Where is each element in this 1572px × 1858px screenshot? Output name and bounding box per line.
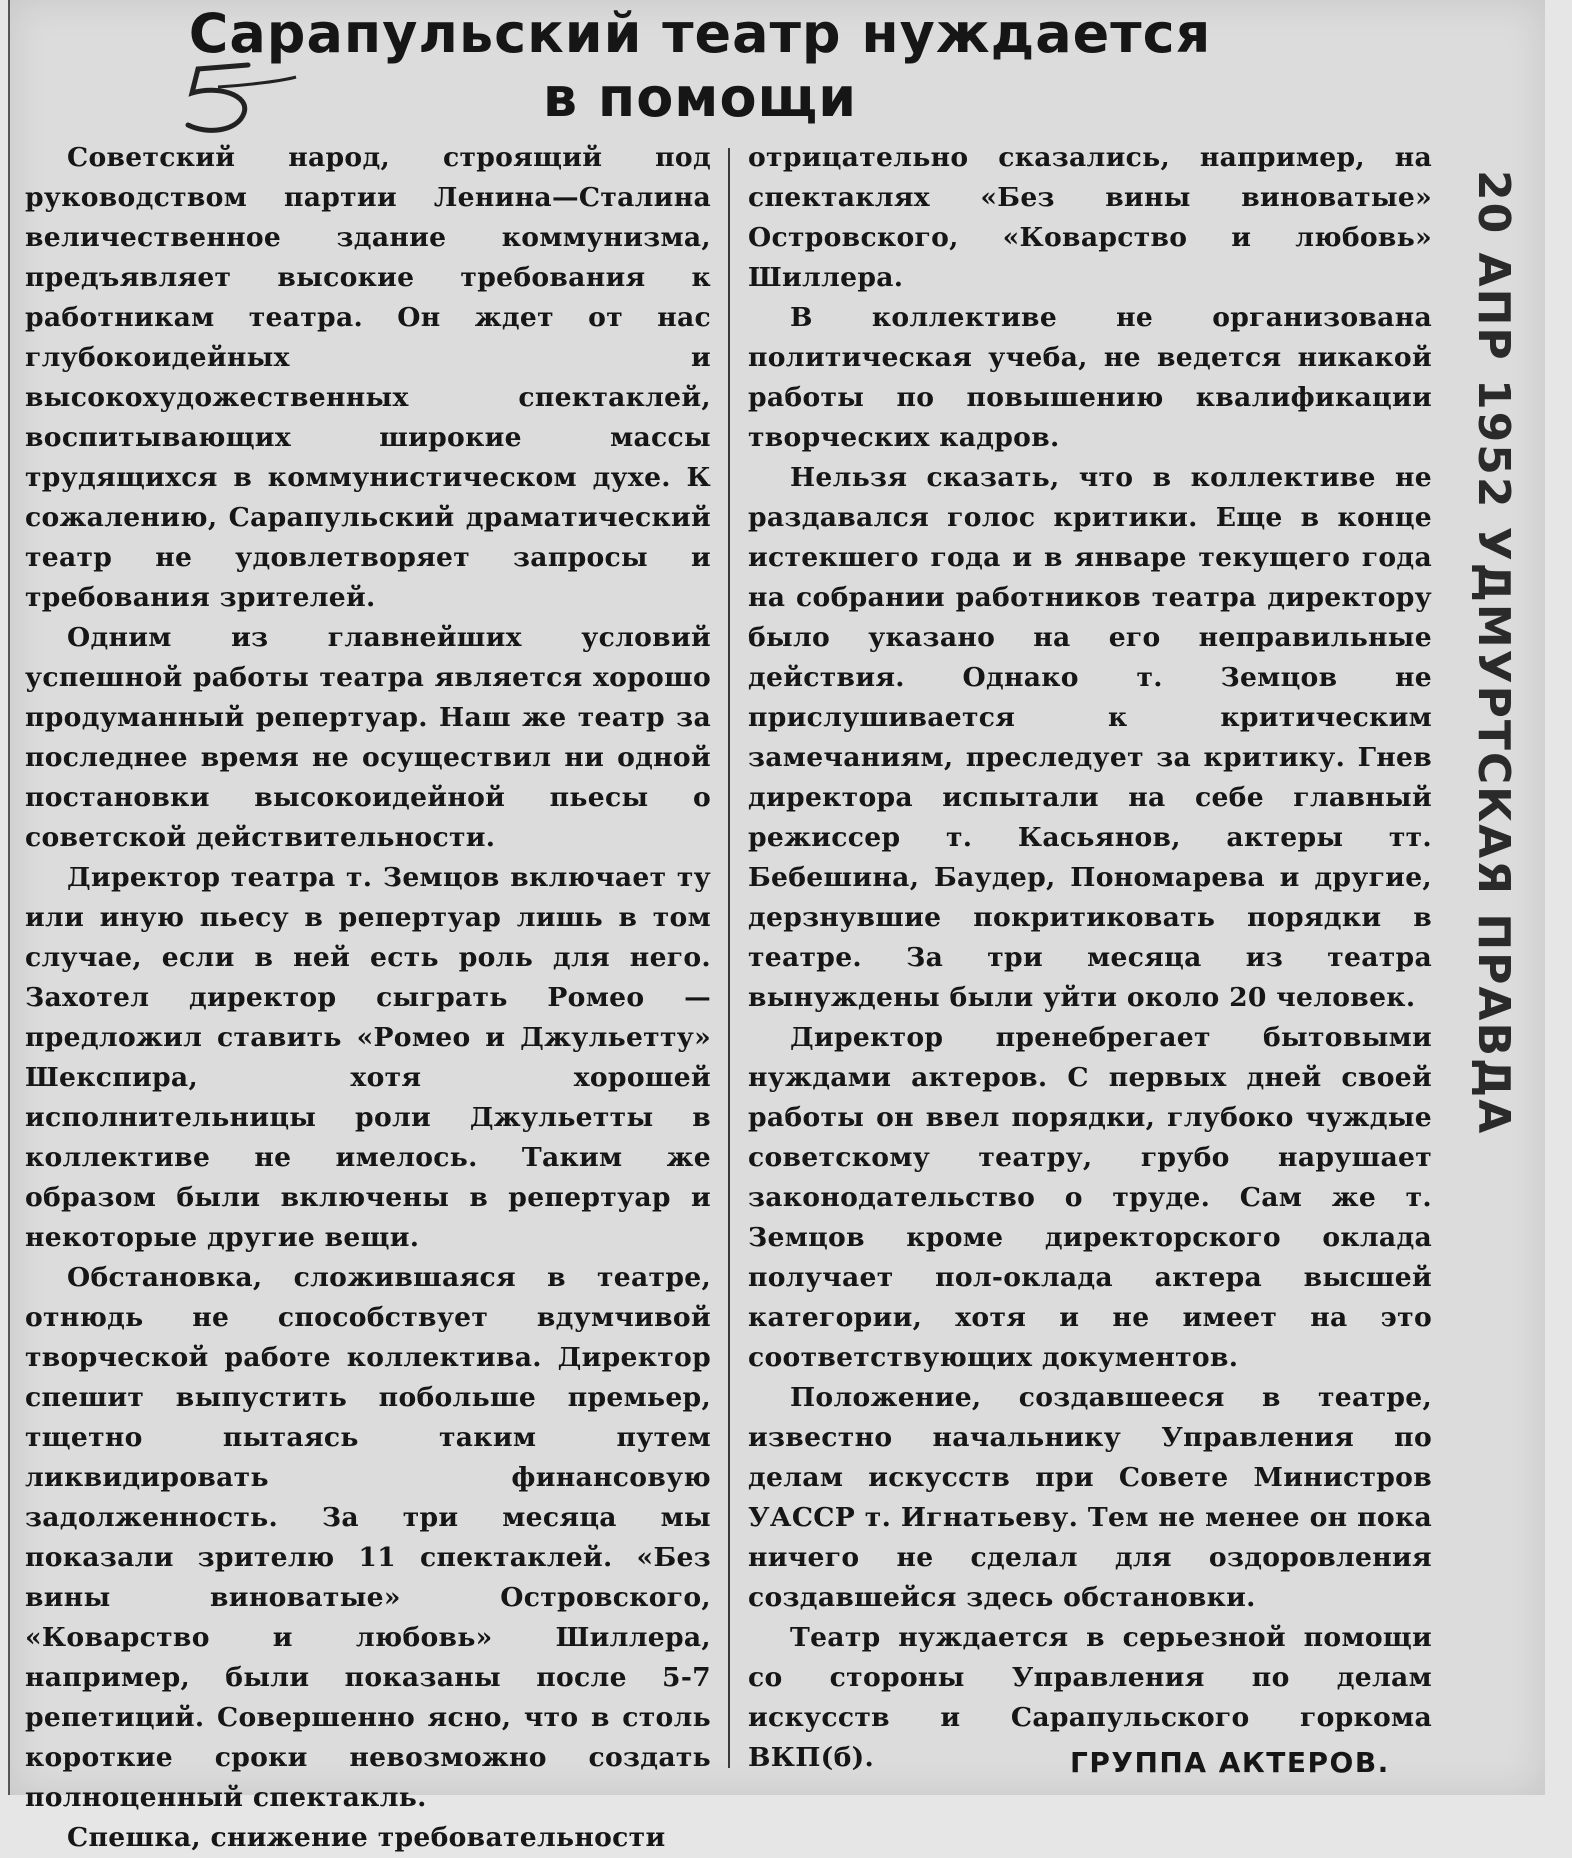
handwritten-number-mark	[178, 55, 298, 145]
paragraph: Спешка, снижение требовательности	[67, 1822, 666, 1853]
article-column-left	[25, 138, 711, 1858]
date-source-stamp: 20 АПР 1952 УДМУРТСКАЯ ПРАВДА	[1468, 170, 1519, 1136]
paragraph: Советский народ, строящий под руководством партии Ленина—Сталина величественное здание коммунизма, предъявляет высокие требования к работникам театра. Он ждет от нас глубокоидейных и высокохудожественных спектаклей, воспитывающих широкие массы трудящихся в коммунистическом духе. К сожалению, Сарапульский драматический театр не удовлетворяет запросы и требования зрителей.	[25, 142, 711, 613]
paragraph: Обстановка, сложившаяся в театре, отнюдь не способствует вдумчивой творческой работе коллектива. Директор спешит выпустить побольше премьер, тщетно пытаясь таким путем ликвидировать финансовую задолженность. За три месяца мы показали зрителю 11 спектаклей. «Без вины виноватые» Островского, «Коварство и любовь» Шиллера, например, были показаны после 5-7 репетиций. Совершенно ясно, что в столь короткие сроки невозможно создать полноценный спектакль.	[25, 1262, 711, 1813]
paragraph: Директор пренебрегает бытовыми нуждами актеров. С первых дней своей работы он ввел порядки, глубоко чуждые советскому театру, грубо нарушает законодательство о труде. Сам же т. Земцов кроме директорского оклада получает пол-оклада актера высшей категории, хотя и не имеет на это соответствующих документов.	[748, 1022, 1432, 1373]
paragraph: Директор театра т. Земцов включает ту или иную пьесу в репертуар лишь в том случае, если в ней есть роль для него. Захотел директор сыграть Ромео — предложил ставить «Ромео и Джульетту» Шекспира, хотя хорошей исполнительницы роли Джульетты в коллективе не имелось. Таким же образом были включены в репертуар и некоторые другие вещи.	[25, 862, 711, 1253]
article-column-right	[748, 138, 1432, 1778]
article-signature: ГРУППА АКТЕРОВ.	[1070, 1746, 1390, 1779]
paragraph: Положение, создавшееся в театре, известно начальнику Управления по делам искусств при Совете Министров УАССР т. Игнатьеву. Тем не менее он пока ничего не сделал для оздоровления создавшейся здесь обстановки.	[748, 1382, 1432, 1613]
column-divider	[728, 148, 730, 1768]
paragraph-continued: отрицательно сказались, например, на спектаклях «Без вины виноватые» Островского, «Коварство и любовь» Шиллера.	[748, 142, 1432, 293]
paragraph: Нельзя сказать, что в коллективе не раздавался голос критики. Еще в конце истекшего года и в январе текущего года на собрании работников театра директору было указано на его неправильные действия. Однако т. Земцов не прислушивается к критическим замечаниям, преследует за критику. Гнев директора испытали на себе главный режиссер т. Касьянов, актеры тт. Бебешина, Баудер, Пономарева и другие, дерзнувшие покритиковать порядки в театре. За три месяца из театра вынуждены были уйти около 20 человек.	[748, 462, 1432, 1013]
paragraph: Театр нуждается в серьезной помощи со стороны Управления по делам искусств и Сарапульского горкома ВКП(б).	[748, 1622, 1432, 1773]
paragraph: В коллективе не организована политическая учеба, не ведется никакой работы по повышению квалификации творческих кадров.	[748, 302, 1432, 453]
paragraph: Одним из главнейших условий успешной работы театра является хорошо продуманный репертуар. Наш же театр за последнее время не осуществил ни одной постановки высокоидейной пьесы о советской действительности.	[25, 622, 711, 853]
article-headline: Сарапульский театр нуждается в помощи	[188, 2, 1212, 129]
